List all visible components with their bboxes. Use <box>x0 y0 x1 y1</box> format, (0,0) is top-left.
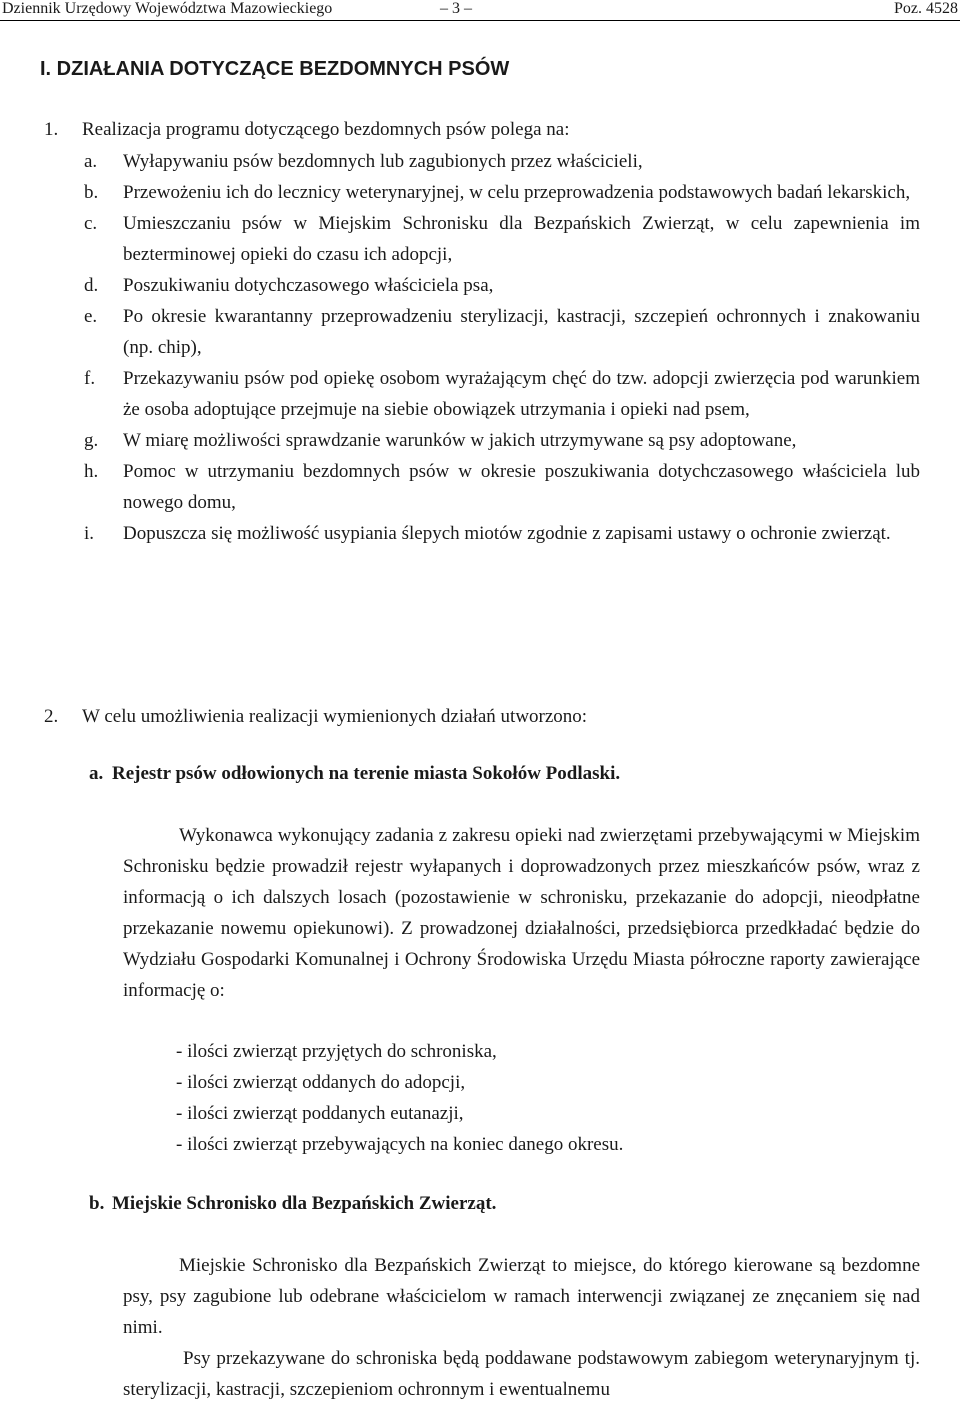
point-2-text: W celu umożliwienia realizacji wymienionych działań utworzono: <box>82 706 588 727</box>
item-marker: i. <box>84 523 95 544</box>
paragraph-text: Miejskie Schronisko dla Bezpańskich Zwierząt to miejsce, do którego kierowane są bezdomne psy, psy zagubione lub odebrane właścicielom w ramach interwencji związanej ze znęcaniem się nad nimi. <box>123 1255 920 1338</box>
subsection-a-paragraph <box>123 820 920 1006</box>
item-marker: h. <box>84 461 99 482</box>
paragraph-text: Psy przekazywane do schroniska będą poddawane podstawowym zabiegom weterynaryjnym tj. sterylizacji, kastracji, szczepieniom ochronnym i ewentualnemu <box>123 1348 920 1400</box>
list-item: - ilości zwierząt poddanych eutanazji, <box>176 1103 464 1124</box>
point-1-number: 1. <box>44 119 59 140</box>
point-1 <box>44 114 924 145</box>
item-text: Przekazywaniu psów pod opiekę osobom wyrażającym chęć do tzw. adopcji zwierzęcia pod warunkiem że osoba adoptujące przejmuje na siebie obowiązek utrzymania i opieki nad psem, <box>123 368 920 420</box>
item-marker: d. <box>84 275 99 296</box>
list-item <box>84 518 920 549</box>
list-item: - ilości zwierząt przyjętych do schroniska, <box>176 1041 497 1062</box>
item-text: Wyłapywaniu psów bezdomnych lub zagubionych przez właścicieli, <box>123 151 643 172</box>
page-number: – 3 – <box>440 0 472 17</box>
item-marker: f. <box>84 368 96 389</box>
report-contents-list <box>176 1036 916 1160</box>
item-marker: g. <box>84 430 99 451</box>
list-item: - ilości zwierząt oddanych do adopcji, <box>176 1072 466 1093</box>
list-item <box>84 270 920 301</box>
item-text: Umieszczaniu psów w Miejskim Schronisku dla Bezpańskich Zwierząt, w celu zapewnienia im bezterminowej opieki do czasu ich adopcji, <box>123 213 920 265</box>
page-header <box>0 0 960 21</box>
item-marker: c. <box>84 213 98 234</box>
position-number: Poz. 4528 <box>894 0 958 17</box>
item-text: Przewożeniu ich do lecznicy weterynaryjnej, w celu przeprowadzenia podstawowych badań lekarskich, <box>123 182 911 203</box>
item-marker: a. <box>84 151 98 172</box>
list-item <box>84 208 920 270</box>
subsection-a-marker: a. <box>89 763 104 784</box>
section-title: I. DZIAŁANIA DOTYCZĄCE BEZDOMNYCH PSÓW <box>40 58 510 80</box>
point-2 <box>44 701 924 732</box>
list-item <box>84 363 920 425</box>
subsection-b-heading <box>89 1190 929 1218</box>
list-item <box>84 301 920 363</box>
activity-list <box>84 146 920 549</box>
journal-title: Dziennik Urzędowy Województwa Mazowieckiego <box>2 0 333 17</box>
item-text: W miarę możliwości sprawdzanie warunków w jakich utrzymywane są psy adoptowane, <box>123 430 797 451</box>
item-text: Poszukiwaniu dotychczasowego właściciela psa, <box>123 275 494 296</box>
item-text: Pomoc w utrzymaniu bezdomnych psów w okresie poszukiwania dotychczasowego właściciela lub nowego domu, <box>123 461 920 513</box>
subsection-b-title: Miejskie Schronisko dla Bezpańskich Zwierząt. <box>112 1193 497 1214</box>
subsection-a-title: Rejestr psów odłowionych na terenie miasta Sokołów Podlaski. <box>112 763 621 784</box>
list-item: - ilości zwierząt przebywających na koniec danego okresu. <box>176 1134 624 1155</box>
item-marker: b. <box>84 182 99 203</box>
item-marker: e. <box>84 306 98 327</box>
subsection-a-heading <box>89 760 929 788</box>
subsection-b-marker: b. <box>89 1193 105 1214</box>
item-text: Po okresie kwarantanny przeprowadzeniu sterylizacji, kastracji, szczepień ochronnych i znakowaniu (np. chip), <box>123 306 920 358</box>
subsection-b-paragraph-2 <box>123 1343 920 1405</box>
point-2-number: 2. <box>44 706 59 727</box>
paragraph-text: Wykonawca wykonujący zadania z zakresu opieki nad zwierzętami przebywającymi w Miejskim Schronisku będzie prowadził rejestr wyłapanych i doprowadzonych przez mieszkańców psów, wraz z informacją o ich dalszych losach (pozostawienie w schronisku, przekazanie do adopcji, nieodpłatne przekazanie nowemu opiekunowi). Z prowadzonej działalności, przedsiębiorca przedkładać będzie do Wydziału Gospodarki Komunalnej i Ochrony Środowiska Urzędu Miasta półroczne raporty zawierające informację o: <box>123 825 920 1001</box>
list-item <box>84 177 920 208</box>
list-item <box>84 425 920 456</box>
subsection-b-paragraph-1 <box>123 1250 920 1343</box>
item-text: Dopuszcza się możliwość usypiania ślepych miotów zgodnie z zapisami ustawy o ochronie zwierząt. <box>123 523 891 544</box>
list-item <box>84 456 920 518</box>
point-1-text: Realizacja programu dotyczącego bezdomnych psów polega na: <box>82 119 570 140</box>
list-item <box>84 146 920 177</box>
